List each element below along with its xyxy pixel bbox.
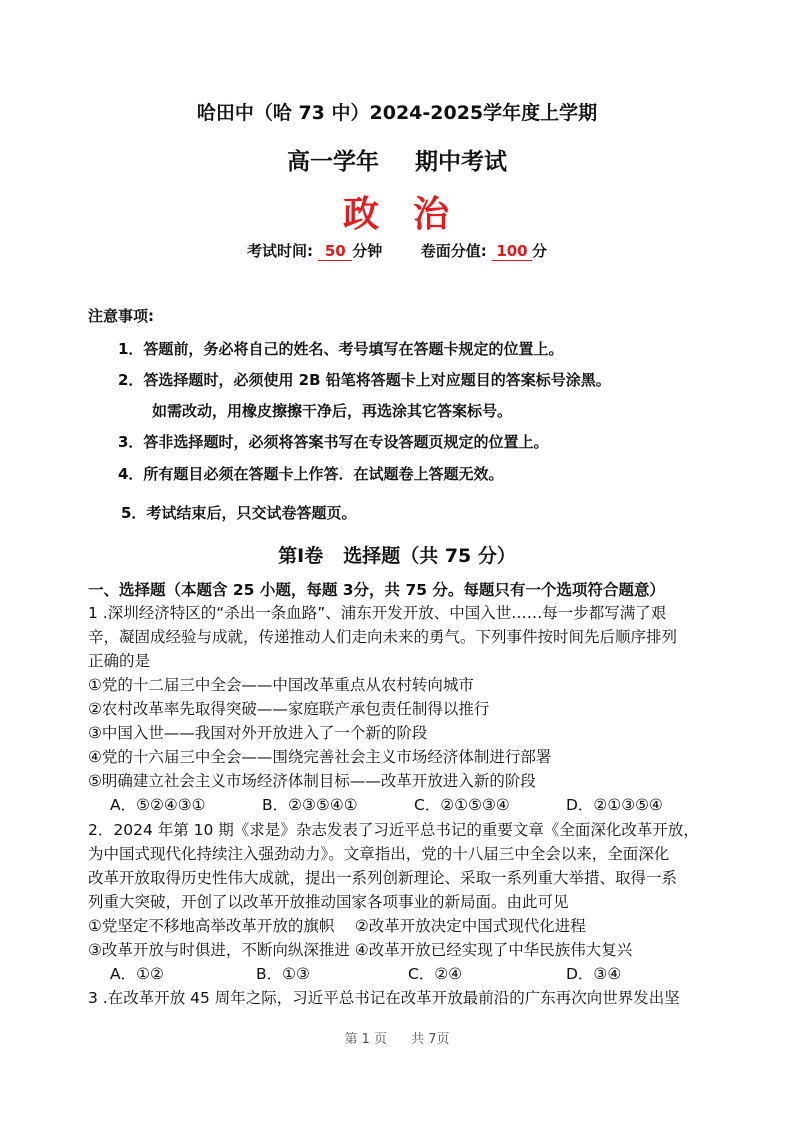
q1-option-c: C．②①⑤③④ [414,796,510,814]
exam-label: 期中考试 [415,149,507,175]
q1-option-d: D．②①③⑤④ [566,796,663,814]
q2-stem-line: 2．2024 年第 10 期《求是》杂志发表了习近平总书记的重要文章《全面深化改革开放， [88,821,699,839]
q2-item: ③改革开放与时俱进，不断向纵深推进 ④改革开放已经实现了中华民族伟大复兴 [88,941,633,959]
section-title [0,541,794,568]
subject-title [0,186,794,237]
page-footer [0,1028,794,1047]
grade-label: 高一学年 [287,149,379,175]
notice-item: 1．答题前，务必将自己的姓名、考号填写在答题卡规定的位置上。 [118,340,564,358]
section-instruction: 一、选择题（本题含 25 小题，每题 3分，共 75 分。每题只有一个选项符合题意） [88,581,665,599]
q2-option-c: C．②④ [408,965,463,983]
q1-item: ④党的十六届三中全会——围绕完善社会主义市场经济体制进行部署 [88,748,552,766]
q1-item: ⑤明确建立社会主义市场经济体制目标——改革开放进入新的阶段 [88,772,536,790]
notice-item: 如需改动，用橡皮擦擦干净后，再选涂其它答案标号。 [152,402,513,420]
notice-item: 5．考试结束后，只交试卷答题页。 [121,504,357,522]
time-unit: 分钟 [352,242,383,260]
q1-stem-line: 正确的是 [88,652,151,670]
q1-item: ③中国入世——我国对外开放进入了一个新的阶段 [88,724,428,742]
school-title: 哈田中（哈 73 中）2024-2025学年度上学期 [196,102,598,124]
q2-option-d: D．③④ [566,965,622,983]
q3-stem-line: 3 .在改革开放 45 周年之际，习近平总书记在改革开放最前沿的广东再次向世界发出坚 [88,989,680,1007]
subject-char-1: 政 [342,194,381,235]
notice-item: 3．答非选择题时，必须将答案书写在专设答题页规定的位置上。 [118,433,549,451]
q2-item: ①党坚定不移地高举改革开放的旗帜 ②改革开放决定中国式现代化进程 [88,917,586,935]
q2-stem-line: 改革开放取得历史性伟大成就，提出一系列创新理论、采取一系列重大举措、取得一系 [88,869,678,887]
section-name: 选择题（共 75 分） [343,545,516,567]
q1-item: ①党的十二届三中全会——中国改革重点从农村转向城市 [88,676,474,694]
q2-option-b: B．①③ [256,965,310,983]
q1-item: ②农村改革率先取得突破——家庭联产承包责任制得以推行 [88,700,490,718]
q1-stem-line: 1 .深圳经济特区的“杀出一条血路”、浦东开发开放、中国入世……每一步都写满了艰 [88,604,667,622]
page-total: 共 7页 [411,1032,450,1047]
q2-stem-line: 为中国式现代化持续注入强劲动力》。文章指出，党的十八届三中全会以来，全面深化 [88,845,670,863]
q1-option-a: A．⑤②④③① [110,796,206,814]
notice-item: 2．答选择题时，必须使用 2B 铅笔将答题卡上对应题目的答案标号涂黑。 [118,371,611,389]
q1-stem-line: 辛，凝固成经验与成就，传递推动人们走向未来的勇气。下列事件按时间先后顺序排列 [88,628,678,646]
time-label: 考试时间: [247,242,314,260]
notice-item: 4．所有题目必须在答题卡上作答．在试题卷上答题无效。 [118,465,504,483]
section-part: 第Ⅰ卷 [278,545,324,567]
page-number: 第 1 页 [344,1032,388,1047]
subject-char-2: 治 [413,194,452,235]
q1-option-b: B．②③⑤④① [262,796,358,814]
time-value: 50 [318,242,352,261]
exam-info [0,240,794,261]
score-value: 100 [492,242,532,261]
exam-title [0,143,794,176]
q2-stem-line: 列重大突破，开创了以改革开放推动国家各项事业的新局面。由此可见 [88,893,569,911]
score-unit: 分 [531,242,547,260]
score-label: 卷面分值: [420,242,487,260]
notice-heading: 注意事项: [88,307,154,325]
q2-option-a: A．①② [110,965,164,983]
